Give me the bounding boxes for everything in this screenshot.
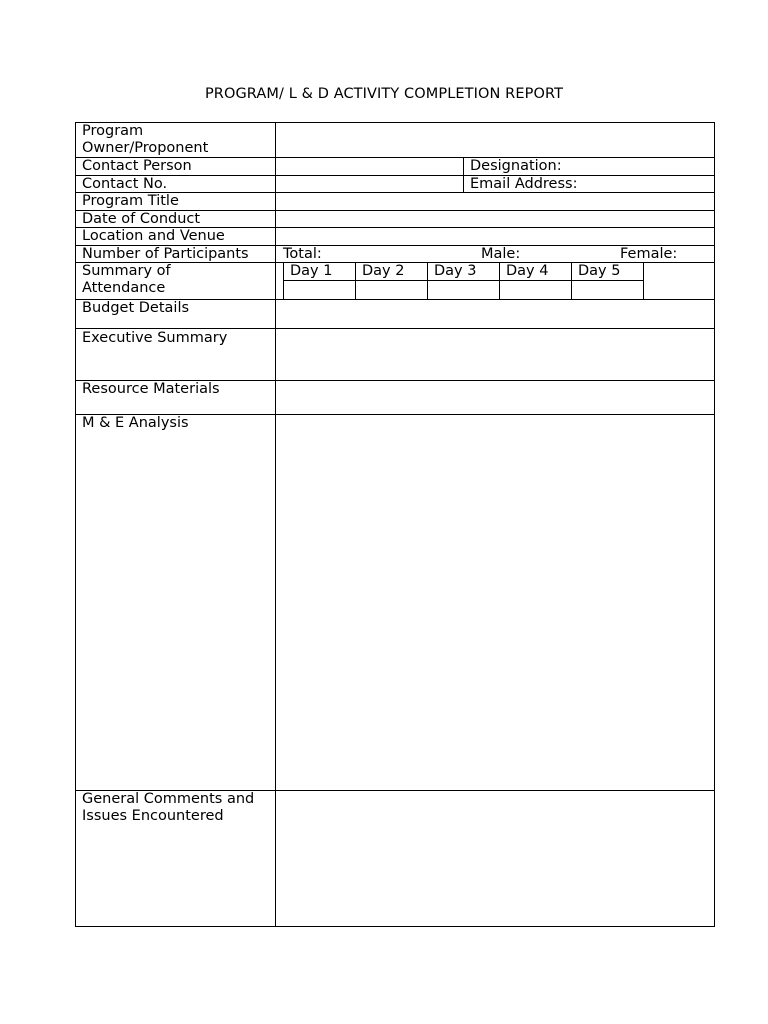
row-num-participants: [76, 246, 714, 263]
page-title: PROGRAM/ L & D ACTIVITY COMPLETION REPORT: [204, 86, 564, 102]
label-contact-no: Contact No.: [82, 176, 168, 192]
label-me-analysis: M & E Analysis: [82, 415, 189, 431]
row-budget-details: [76, 300, 714, 329]
column-divider: [275, 246, 276, 262]
row-summary-attendance: [76, 263, 714, 300]
day-1-value: [284, 281, 356, 299]
row-general-comments: [76, 791, 714, 926]
day-1-header: Day 1: [284, 263, 356, 281]
label-program-owner: Program Owner/Proponent: [82, 123, 209, 156]
label-executive-summary: Executive Summary: [82, 330, 228, 346]
row-program-owner: [76, 123, 714, 158]
column-divider: [463, 158, 464, 175]
row-resource-materials: [76, 381, 714, 415]
column-divider: [275, 193, 276, 210]
label-general-comments: General Comments and Issues Encountered: [82, 791, 255, 824]
label-contact-person: Contact Person: [82, 158, 192, 174]
row-contact-no: [76, 176, 714, 193]
row-contact-person: [76, 158, 714, 176]
row-location-venue: [76, 228, 714, 246]
row-date-of-conduct: [76, 211, 714, 228]
column-divider: [275, 415, 276, 790]
column-divider: [275, 791, 276, 926]
column-divider: [275, 176, 276, 192]
label-male: Male:: [481, 246, 521, 262]
label-female: Female:: [620, 246, 678, 262]
column-divider: [275, 158, 276, 175]
day-2-value: [356, 281, 428, 299]
label-budget-details: Budget Details: [82, 300, 190, 316]
column-divider: [275, 329, 276, 380]
column-divider: [275, 300, 276, 328]
day-2-header: Day 2: [356, 263, 428, 281]
row-me-analysis: [76, 415, 714, 791]
column-divider: [275, 211, 276, 227]
day-5-value: [572, 281, 643, 299]
day-3-value: [428, 281, 500, 299]
label-summary-attendance: Summary of Attendance: [82, 263, 171, 296]
completion-report-form: [75, 122, 715, 927]
column-divider: [275, 228, 276, 245]
row-executive-summary: [76, 329, 714, 381]
label-num-participants: Number of Participants: [82, 246, 249, 262]
label-location-venue: Location and Venue: [82, 228, 225, 244]
attendance-days-grid: [283, 263, 644, 300]
column-divider: [463, 176, 464, 192]
label-total: Total:: [283, 246, 322, 262]
day-4-value: [500, 281, 572, 299]
label-email: Email Address:: [470, 176, 578, 192]
label-designation: Designation:: [470, 158, 562, 174]
column-divider: [275, 381, 276, 414]
day-5-header: Day 5: [572, 263, 643, 281]
row-program-title: [76, 193, 714, 211]
day-4-header: Day 4: [500, 263, 572, 281]
day-3-header: Day 3: [428, 263, 500, 281]
label-date-of-conduct: Date of Conduct: [82, 211, 201, 227]
label-program-title: Program Title: [82, 193, 179, 209]
column-divider: [275, 263, 276, 299]
label-resource-materials: Resource Materials: [82, 381, 220, 397]
column-divider: [275, 123, 276, 157]
